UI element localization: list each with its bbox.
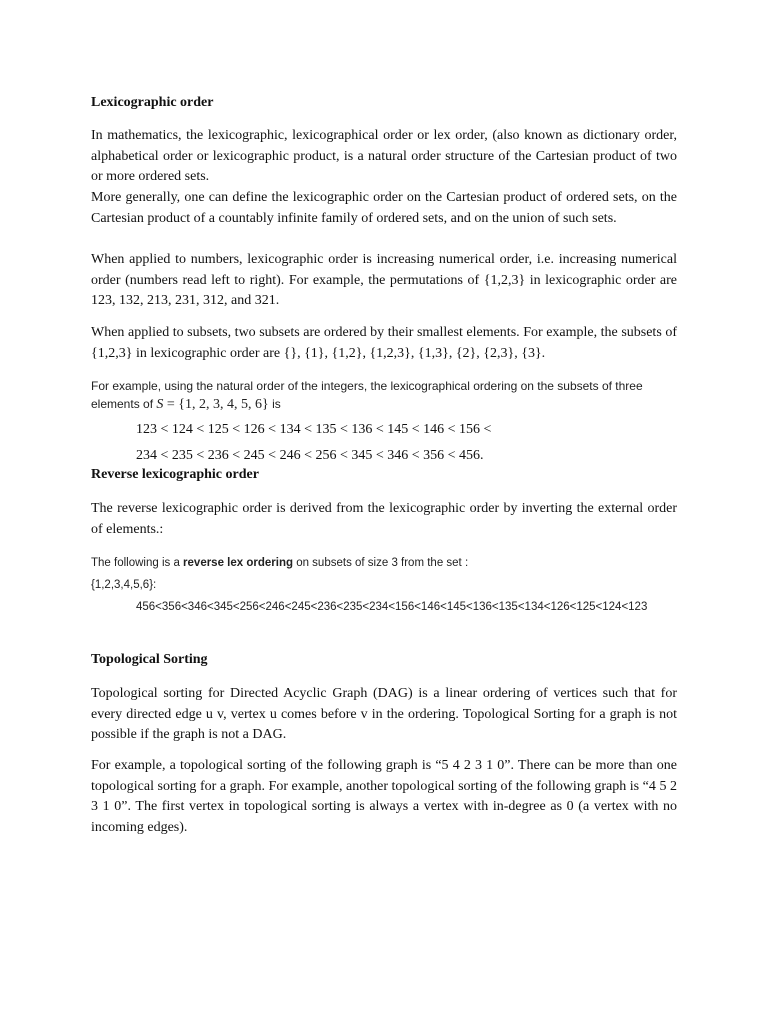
lex-intro-paragraph: In mathematics, the lexicographic, lexicographical order or lex order, (also known as dictionary order, alphabetical order or lexicographic product, is a natural order structure of the Cartesian product of two or more ordered sets. [91, 128, 677, 184]
topological-sorting-heading: Topological Sorting [91, 652, 208, 667]
reverse-lex-intro-pre: The following is a [91, 557, 184, 569]
set-variable: S [156, 397, 164, 412]
lex-general-paragraph: More generally, one can define the lexicographic order on the Cartesian product of ordered sets, on the Cartesian product of a countably infinite family of ordered sets, and on the union of such sets. [91, 190, 677, 226]
reverse-lex-intro-post: on subsets of size 3 from the set : [293, 557, 469, 569]
topological-example-paragraph: For example, a topological sorting of the following graph is “5 4 2 3 1 0”. There can be more than one topological sorting for a graph. For example, another topological sorting of the following graph is “4 5 2 3 1 0”. The first vertex in topological sorting is always a vertex with in-degree as 0 (a vertex with no incoming edges). [91, 758, 677, 835]
reverse-lex-intro [91, 554, 677, 572]
lexicographic-order-heading: Lexicographic order [91, 95, 214, 110]
reverse-lex-set: {1,2,3,4,5,6}: [91, 579, 157, 591]
reverse-lexicographic-heading: Reverse lexicographic order [91, 467, 259, 482]
lex-example-paragraph [91, 377, 691, 414]
lex-subsets-paragraph: When applied to subsets, two subsets are ordered by their smallest elements. For example, the subsets of {1,2,3} in lexicographic order are {}, {1}, {1,2}, {1,2,3}, {1,3}, {2}, {2,3}, {3}. [91, 325, 677, 361]
topological-definition-paragraph: Topological sorting for Directed Acyclic Graph (DAG) is a linear ordering of vertices such that for every directed edge u v, vertex u comes before v in the ordering. Topological Sorting for a graph is not possible if the graph is not a DAG. [91, 686, 677, 742]
set-definition: = {1, 2, 3, 4, 5, 6} [163, 397, 269, 412]
reverse-lex-sequence: 456<356<346<345<256<246<245<236<235<234<156<146<145<136<135<134<126<125<124<123 [136, 601, 648, 613]
lex-numbers-paragraph: When applied to numbers, lexicographic order is increasing numerical order, i.e. increasing numerical order (numbers read left to right). For example, the permutations of {1,2,3} in lexicographic order are 123, 132, 213, 231, 312, and 321. [91, 252, 677, 308]
lex-example-intro: For example, using the natural order of the integers, the lexicographical ordering on the subsets of three elements of [91, 379, 643, 411]
set-formula [156, 397, 268, 412]
reverse-lex-intro-bold: reverse lex ordering [183, 557, 293, 569]
reverse-lex-paragraph: The reverse lexicographic order is derived from the lexicographic order by inverting the external order of elements.: [91, 501, 677, 537]
lex-sequence-line-1: 123 < 124 < 125 < 126 < 134 < 135 < 136 < 145 < 146 < 156 < [136, 422, 492, 437]
lex-sequence-line-2: 234 < 235 < 236 < 245 < 246 < 256 < 345 < 346 < 356 < 456. [136, 448, 484, 463]
lex-example-tail: is [268, 397, 281, 411]
